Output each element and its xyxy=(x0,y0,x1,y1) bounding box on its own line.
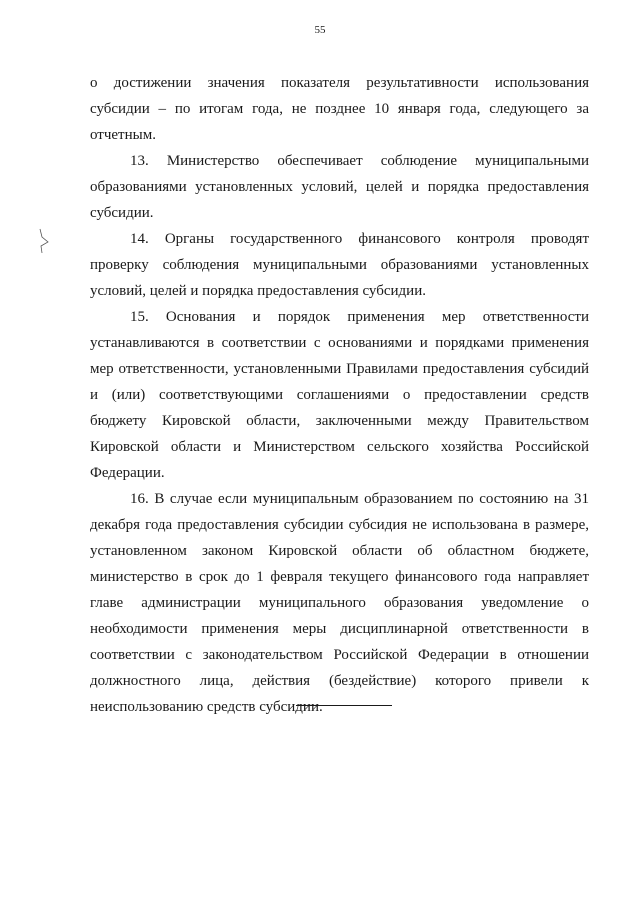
paragraph-13: 13. Министерство обеспечивает соблюдение муниципальными образованиями установленных условий, целей и порядка предоставления субсидии. xyxy=(90,153,589,221)
end-of-document-rule xyxy=(296,705,392,706)
margin-mark-icon xyxy=(38,228,50,254)
paragraph-continuation: о достижении значения показателя результативности использования субсидии – по итогам года, не позднее 10 января года, следующего за отчетным. xyxy=(90,75,589,143)
paragraph-15: 15. Основания и порядок применения мер ответственности устанавливаются в соответствии с основаниями и порядками применения мер ответственности, установленными Правилами предоставления субсидий и (или) соответствующими соглашениями о предоставлении средств бюджету Кировской области, заключенными между Правительством Кировской области и Министерством сельского хозяйства Российской Федерации. xyxy=(90,309,589,481)
document-body xyxy=(90,70,589,720)
paragraph-14: 14. Органы государственного финансового контроля проводят проверку соблюдения муниципальными образованиями установленных условий, целей и порядка предоставления субсидии. xyxy=(90,231,589,299)
page-number: 55 xyxy=(314,24,326,36)
paragraph-16: 16. В случае если муниципальным образованием по состоянию на 31 декабря года предоставления субсидии субсидия не использована в размере, установленном законом Кировской области об областном бюджете, министерство в срок до 1 февраля текущего финансового года направляет главе администрации муниципального образования уведомление о необходимости применения меры дисциплинарной ответственности в соответствии с законодательством Российской Федерации в отношении должностного лица, действия (бездействие) которого привели к неиспользованию средств субсидии. xyxy=(90,491,589,715)
